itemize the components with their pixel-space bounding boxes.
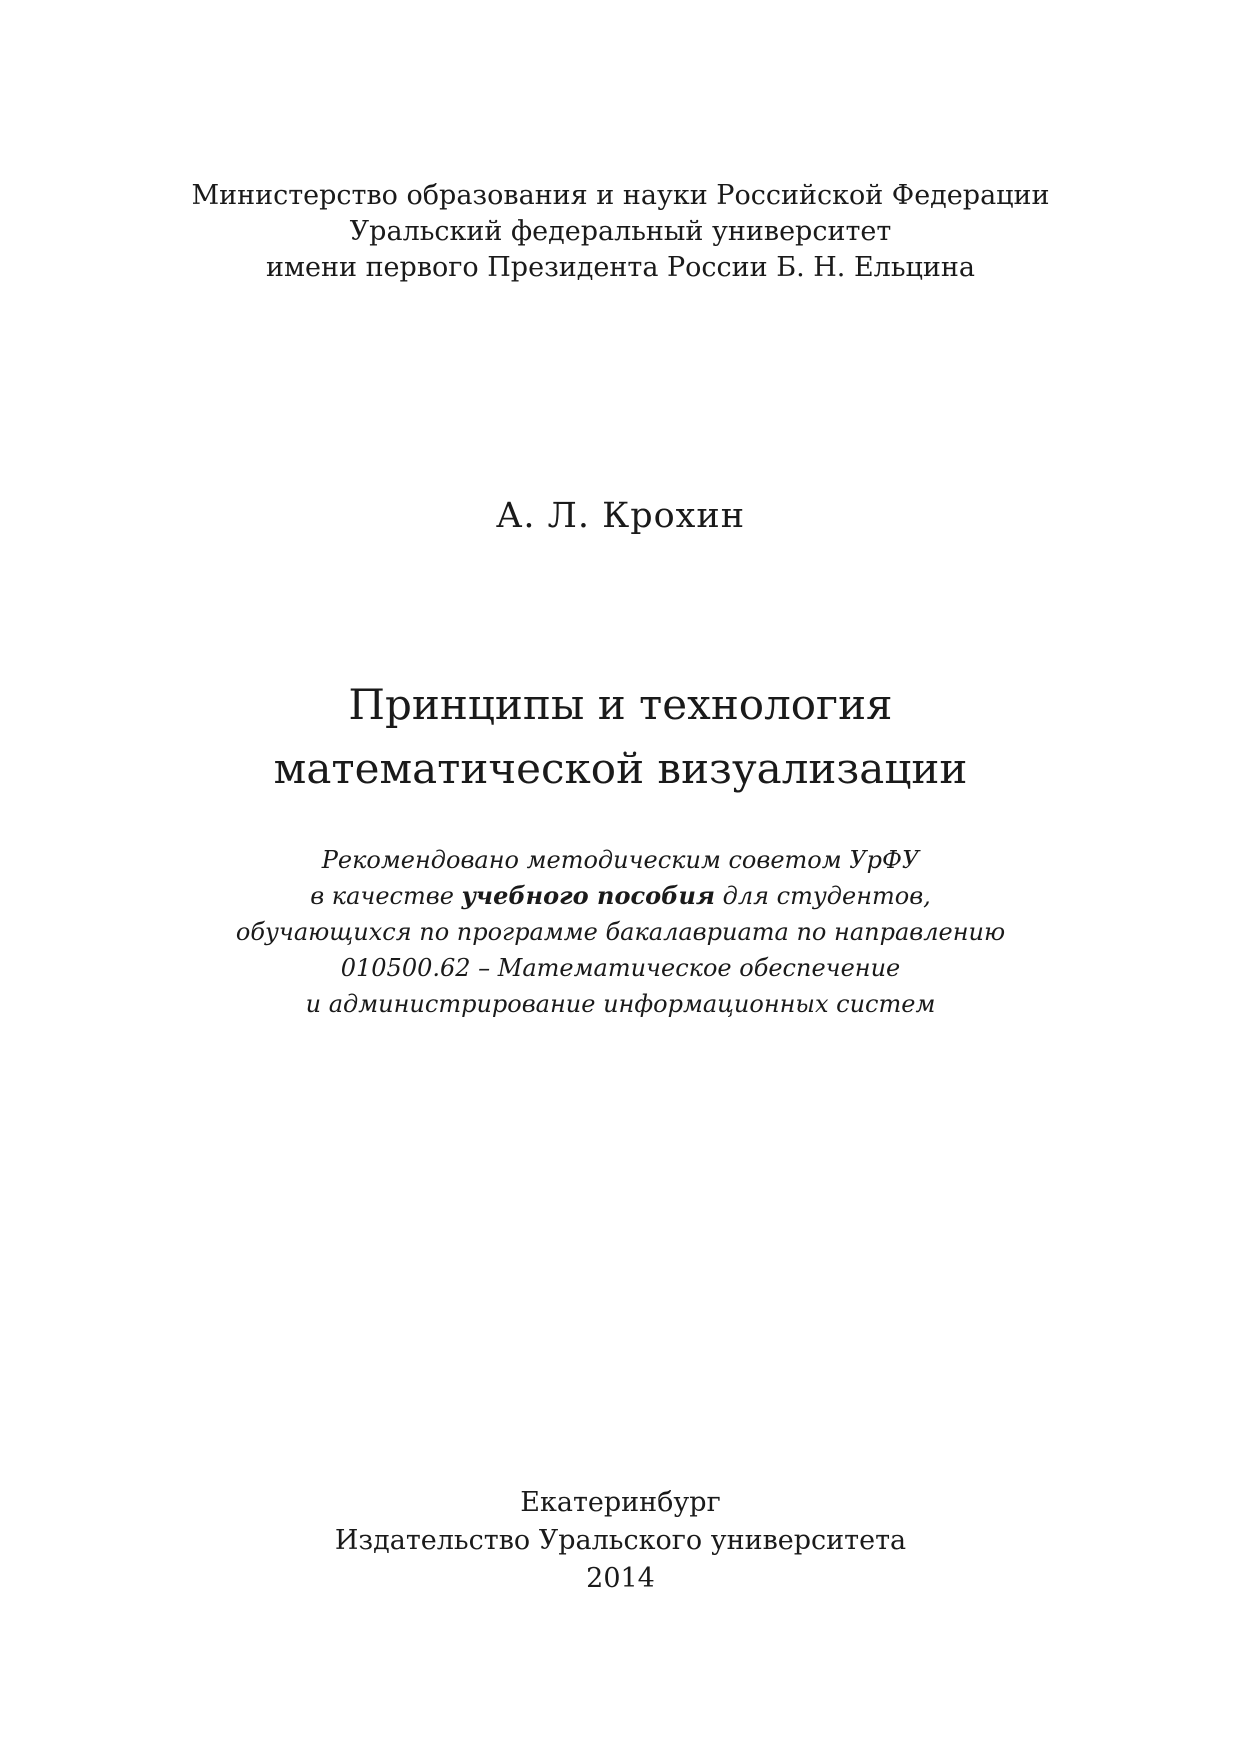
imprint-city: Екатеринбург bbox=[520, 1487, 721, 1518]
recommendation-line-2-after: для студентов, bbox=[715, 882, 931, 910]
textbook-emphasis: учебного пособия bbox=[461, 881, 716, 910]
author-name: А. Л. Крохин bbox=[495, 496, 746, 536]
recommendation-line-2-before: в качестве bbox=[310, 882, 462, 910]
book-title bbox=[0, 673, 1241, 801]
imprint-year: 2014 bbox=[586, 1563, 655, 1594]
university-line: Уральский федеральный университет bbox=[349, 216, 892, 247]
title-line-2: математической визуализации bbox=[273, 744, 968, 793]
recommendation-line-4: 010500.62 – Математическое обеспечение bbox=[340, 954, 901, 982]
recommendation-line-5: и администрирование информационных систем bbox=[305, 990, 936, 1018]
university-name-line: имени первого Президента России Б. Н. Ельцина bbox=[266, 252, 975, 283]
title-line-1: Принципы и технология bbox=[348, 680, 893, 729]
imprint bbox=[0, 1484, 1241, 1598]
ministry-line: Министерство образования и науки Российской Федерации bbox=[191, 180, 1050, 211]
recommendation-line-1: Рекомендовано методическим советом УрФУ bbox=[321, 846, 920, 874]
recommendation-line-3: обучающихся по программе бакалавриата по направлению bbox=[235, 918, 1006, 946]
institution-header bbox=[0, 178, 1241, 286]
recommendation-note bbox=[0, 842, 1241, 1022]
recommendation-line-2 bbox=[0, 878, 1241, 914]
imprint-publisher: Издательство Уральского университета bbox=[334, 1525, 907, 1556]
